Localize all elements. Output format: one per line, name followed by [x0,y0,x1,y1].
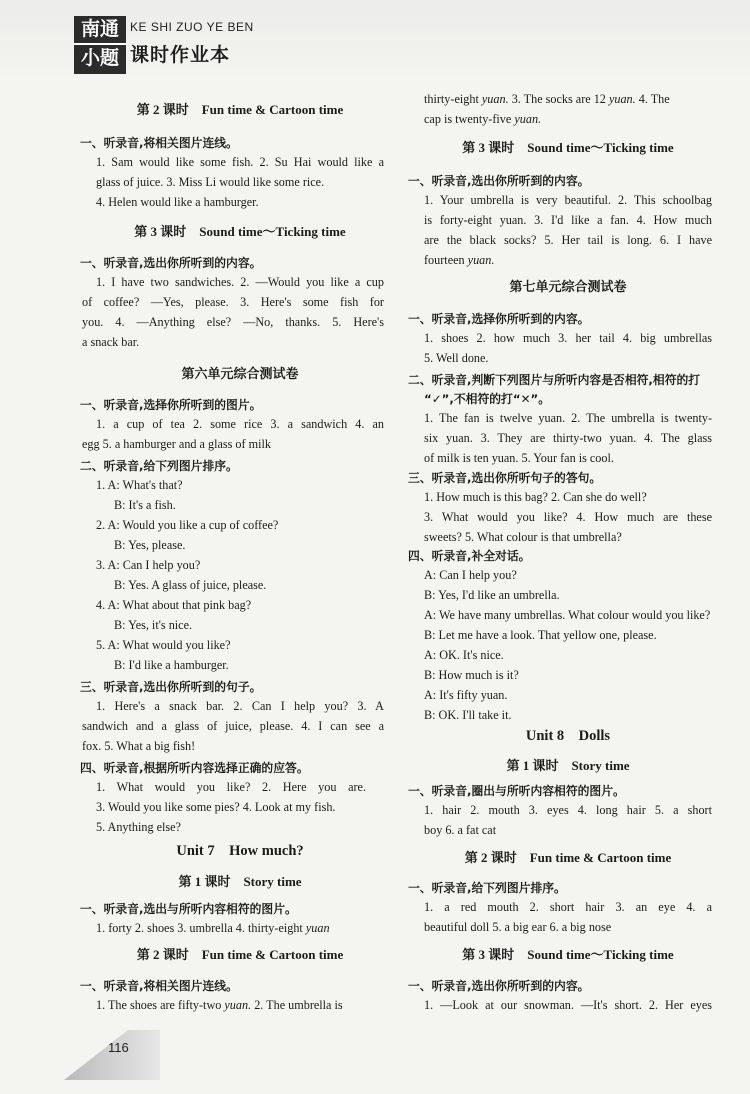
dialogue-line: B: Yes. A glass of juice, please. [114,578,267,592]
text-line: beautiful doll 5. a big ear 6. a big nose [424,920,612,934]
text-line: 1. Your umbrella is very beautiful. 2. This schoolbag [424,193,712,207]
dialogue-line: A: It's fifty yuan. [424,688,508,702]
dialogue-line: B: How much is it? [424,668,519,682]
text-line: 1. shoes 2. how much 3. her tail 4. big umbrellas [424,331,712,345]
text-span: 2. The umbrella is [251,998,343,1012]
section-heading: 一、听录音,选出你所听到的内容。 [408,979,590,993]
section-heading: 一、听录音,选择你所听到的内容。 [408,312,590,326]
text-line: six yuan. 3. They are thirty-two yuan. 4. The glass [424,431,712,445]
text-line: egg 5. a hamburger and a glass of milk [82,437,271,451]
section-heading: 一、听录音,将相关图片连线。 [80,136,238,150]
dialogue-line: B: I'd like a hamburger. [114,658,229,672]
section-heading: 三、听录音,选出你所听句子的答句。 [408,471,602,485]
footer-tab [0,1030,160,1080]
section-heading: 一、听录音,将相关图片连线。 [80,979,238,993]
lesson-title: 第 2 课时 Fun time & Cartoon time [136,947,344,962]
text-line: sweets? 5. What colour is that umbrella? [424,530,622,544]
text-line: 1. What would you like? 2. Here you are. [96,780,366,794]
lesson-title: 第 1 课时 Story time [506,758,630,773]
text-line: sandwich and a glass of juice, please. 4. I can see a [82,719,384,733]
text-line: 3. What would you like? 4. How much are these [424,510,712,524]
text-span: 1. forty 2. shoes 3. umbrella 4. thirty-eight [96,921,306,935]
dialogue-line: B: Yes, please. [114,538,186,552]
text-line: glass of juice. 3. Miss Li would like some rice. [96,175,325,189]
yuan-italic: yuan. [224,998,252,1012]
dialogue-line: 5. A: What would you like? [96,638,231,652]
dialogue-line: 2. A: Would you like a cup of coffee? [96,518,279,532]
dialogue-line: B: Yes, it's nice. [114,618,193,632]
text-span: cap is twenty-five [424,112,515,126]
text-line [96,995,343,1016]
section-heading: 一、听录音,选择你所听到的图片。 [80,398,262,412]
text-line: a snack bar. [82,335,140,349]
test-title: 第七单元综合测试卷 [509,279,627,294]
unit-title: Unit 8 Dolls [525,728,611,744]
series-logo [74,16,126,74]
dialogue-line: A: We have many umbrellas. What colour would you like? [424,608,711,622]
text-line [424,89,670,110]
section-heading: 一、听录音,给下列图片排序。 [408,881,566,895]
unit-title: Unit 7 How much? [176,843,304,859]
text-span: 4. The [635,92,670,106]
section-heading: 二、听录音,给下列图片排序。 [80,459,238,473]
text-line: are the black socks? 5. Her tail is long. 6. I have [424,233,712,247]
yuan-italic: yuan. [608,92,636,106]
text-span: 3. The socks are 12 [508,92,609,106]
dialogue-line: B: OK. I'll take it. [424,708,512,722]
dialogue-line: A: Can I help you? [424,568,517,582]
text-span: fourteen [424,253,468,267]
section-heading: 一、听录音,圈出与所听内容相符的图片。 [408,784,625,798]
text-line: is forty-eight yuan. 3. I'd like a fan. 4. How much [424,213,712,227]
dialogue-line: B: Let me have a look. That yellow one, please. [424,628,657,642]
text-line: 1. a cup of tea 2. some rice 3. a sandwich 4. an [96,417,384,431]
lesson-title: 第 3 课时 Sound time～Ticking time [462,140,674,155]
yuan-italic: yuan [305,921,330,935]
lesson-title: 第 2 课时 Fun time & Cartoon time [464,850,672,865]
text-line: fox. 5. What a big fish! [82,739,196,753]
text-line: 1. I have two sandwiches. 2. —Would you like a cup [96,275,384,289]
series-title: 课时作业本 [130,44,231,66]
dialogue-line: 4. A: What about that pink bag? [96,598,252,612]
logo-line-1: 南通 [74,16,126,45]
text-line: 1. —Look at our snowman. —It's short. 2. Her eyes [424,998,712,1012]
text-line: 1. hair 2. mouth 3. eyes 4. long hair 5. a short [424,803,712,817]
section-heading: 二、听录音,判断下列图片与所听内容是否相符,相符的打 [408,373,701,387]
text-line: 5. Well done. [424,351,489,365]
yuan-italic: yuan. [514,112,542,126]
text-line: 1. a red mouth 2. short hair 3. an eye 4. a [424,900,712,914]
series-pinyin: KE SHI ZUO YE BEN [130,20,254,34]
lesson-title: 第 3 课时 Sound time～Ticking time [462,947,674,962]
text-line: 1. The fan is twelve yuan. 2. The umbrella is twenty- [424,411,712,425]
dialogue-line: B: It's a fish. [114,498,176,512]
section-heading: 一、听录音,选出你所听到的内容。 [408,174,590,188]
page-number: 116 [108,1040,129,1055]
dialogue-line: A: OK. It's nice. [424,648,504,662]
text-line [424,250,494,271]
text-line: 3. Would you like some pies? 4. Look at my fish. [96,800,336,814]
text-line: boy 6. a fat cat [424,823,497,837]
dialogue-line: 1. A: What's that? [96,478,183,492]
text-line: 1. Here's a snack bar. 2. Can I help you? 3. A [96,699,384,713]
lesson-title: 第 1 课时 Story time [178,874,302,889]
text-line [96,918,330,939]
text-line: of milk is ten yuan. 5. Your fan is cool. [424,451,614,465]
lesson-title: 第 3 课时 Sound time～Ticking time [134,224,346,239]
lesson-title: 第 2 课时 Fun time & Cartoon time [136,102,344,117]
dialogue-line: B: Yes, I'd like an umbrella. [424,588,560,602]
test-title: 第六单元综合测试卷 [181,366,299,381]
text-line: 1. Sam would like some fish. 2. Su Hai would like a [96,155,384,169]
section-heading: 三、听录音,选出你所听到的句子。 [80,680,262,694]
logo-line-2: 小题 [80,47,119,69]
yuan-italic: yuan. [467,253,495,267]
text-line [424,109,541,130]
section-heading: 四、听录音,根据所听内容选择正确的应答。 [80,761,309,775]
text-line: of coffee? —Yes, please. 3. Here's some fish for [82,295,384,309]
yuan-italic: yuan. [481,92,509,106]
section-heading: 一、听录音,选出你所听到的内容。 [80,256,262,270]
text-line: you. 4. —Anything else? —No, thanks. 5. Here's [82,315,384,329]
section-heading: 四、听录音,补全对话。 [408,549,531,563]
section-heading-cont: “✓”,不相符的打“✕”。 [424,392,551,406]
text-line: 5. Anything else? [96,820,181,834]
text-line: 1. How much is this bag? 2. Can she do well? [424,490,647,504]
text-line: 4. Helen would like a hamburger. [96,195,259,209]
dialogue-line: 3. A: Can I help you? [96,558,201,572]
text-span: 1. The shoes are fifty-two [96,998,225,1012]
text-span: thirty-eight [424,92,482,106]
section-heading: 一、听录音,选出与所听内容相符的图片。 [80,902,297,916]
